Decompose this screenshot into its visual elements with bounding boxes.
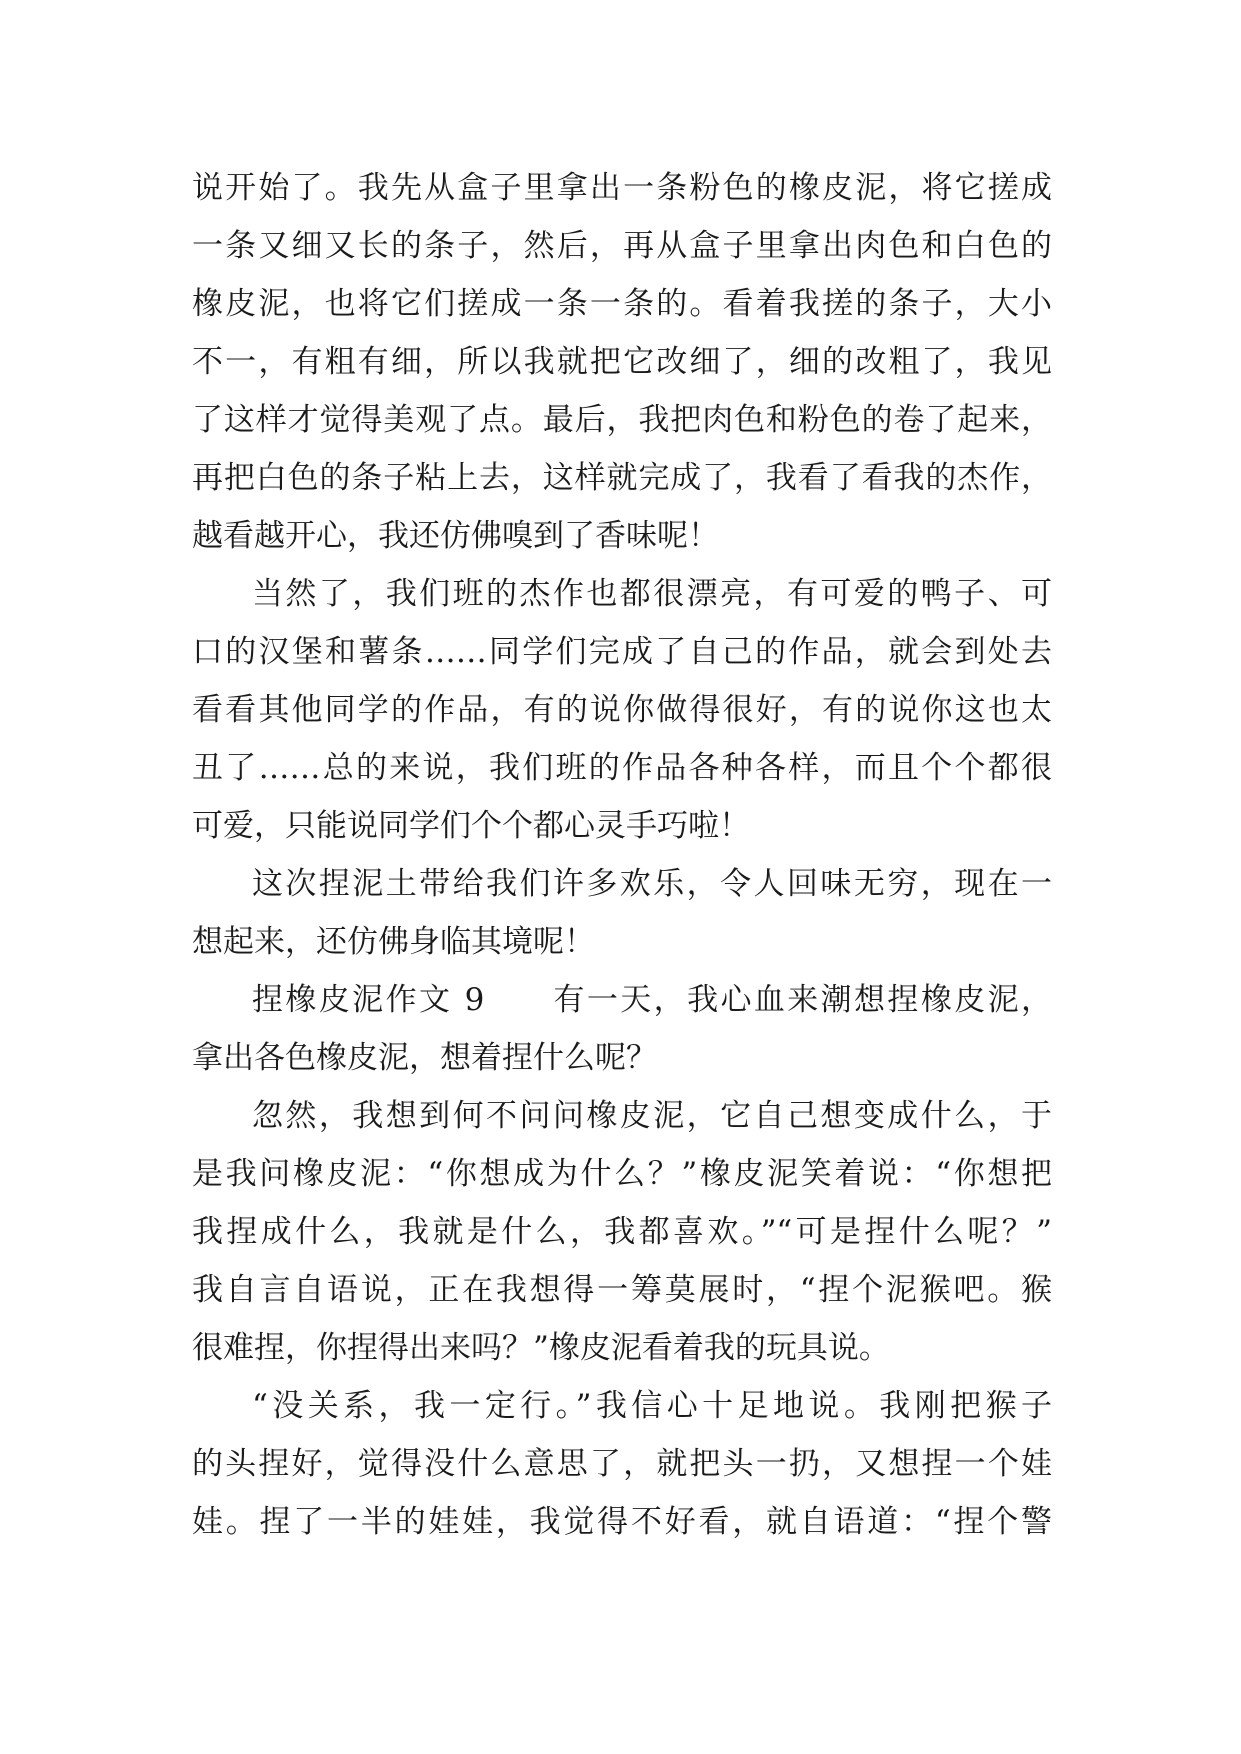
essay-title-line: 捏橡皮泥作文 9 有一天，我心血来潮想捏橡皮泥，	[252, 982, 1052, 1018]
text-line: 很难捏，你捏得出来吗？”橡皮泥看着我的玩具说。	[192, 1330, 890, 1366]
text-line: 了这样才觉得美观了点。最后，我把肉色和粉色的卷了起来，	[192, 402, 1052, 438]
text-line: 我捏成什么，我就是什么，我都喜欢。”“可是捏什么呢？”	[192, 1214, 1052, 1250]
text-line: 拿出各色橡皮泥，想着捏什么呢？	[192, 1040, 657, 1076]
text-line: 我自言自语说，正在我想得一筹莫展时，“捏个泥猴吧。猴	[192, 1272, 1052, 1308]
text-line: 娃。捏了一半的娃娃，我觉得不好看，就自语道：“捏个警	[192, 1504, 1052, 1540]
text-line: 丑了……总的来说，我们班的作品各种各样，而且个个都很	[192, 750, 1052, 786]
text-line: 想起来，还仿佛身临其境呢！	[192, 924, 595, 960]
text-line: 越看越开心，我还仿佛嗅到了香味呢！	[192, 518, 719, 554]
text-line: 再把白色的条子粘上去，这样就完成了，我看了看我的杰作，	[192, 460, 1052, 496]
text-line: 的头捏好，觉得没什么意思了，就把头一扔，又想捏一个娃	[192, 1446, 1052, 1482]
text-line: 是我问橡皮泥：“你想成为什么？”橡皮泥笑着说：“你想把	[192, 1156, 1052, 1192]
text-line: 看看其他同学的作品，有的说你做得很好，有的说你这也太	[192, 692, 1052, 728]
text-line: 一条又细又长的条子，然后，再从盒子里拿出肉色和白色的	[192, 228, 1052, 264]
paragraph-start-line: 这次捏泥土带给我们许多欢乐，令人回味无穷，现在一	[252, 866, 1052, 902]
text-line: 可爱，只能说同学们个个都心灵手巧啦！	[192, 808, 750, 844]
paragraph-start-line: “没关系，我一定行。”我信心十足地说。我刚把猴子	[252, 1388, 1052, 1424]
text-line: 橡皮泥，也将它们搓成一条一条的。看着我搓的条子，大小	[192, 286, 1052, 322]
paragraph-start-line: 当然了，我们班的杰作也都很漂亮，有可爱的鸭子、可	[252, 576, 1052, 612]
paragraph-start-line: 忽然，我想到何不问问橡皮泥，它自己想变成什么，于	[252, 1098, 1052, 1134]
text-line: 口的汉堡和薯条……同学们完成了自己的作品，就会到处去	[192, 634, 1052, 670]
text-line: 不一，有粗有细，所以我就把它改细了，细的改粗了，我见	[192, 344, 1052, 380]
text-line: 说开始了。我先从盒子里拿出一条粉色的橡皮泥，将它搓成	[192, 170, 1052, 206]
